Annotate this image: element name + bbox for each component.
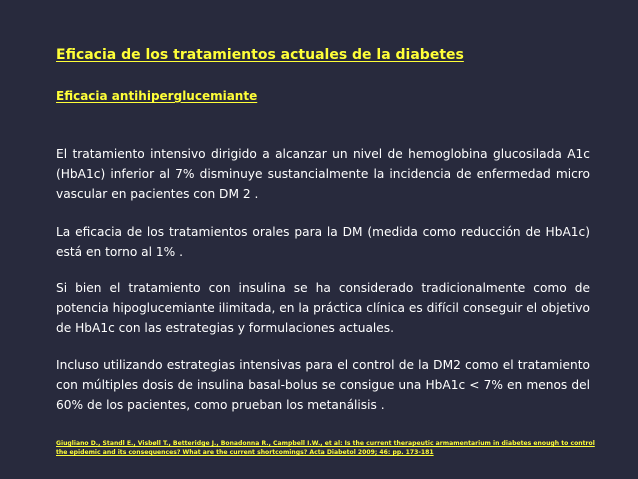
reference-citation: Giugliano D., Standl E., Visbøll T., Betteridge J., Bonadonna R., Campbell I.W., et al: Is the current therapeutic armamentarium in diabetes enough to control the epidemic and its consequences? What are the current shortcomings? Acta Diabetol 2009; 46: pp. 173-181 xyxy=(56,440,595,456)
paragraph-oral-treatment: La eficacia de los tratamientos orales para la DM (medida como reducción de HbA1c) está en torno al 1% . xyxy=(56,225,590,259)
paragraph-basal-bolus: Incluso utilizando estrategias intensivas para el control de la DM2 como el tratamiento con múltiples dosis de insulina basal-bolus se consigue una HbA1c < 7% en menos del 60% de los pacientes, como prueban los metanálisis . xyxy=(56,358,590,412)
paragraph-intensive-treatment: El tratamiento intensivo dirigido a alcanzar un nivel de hemoglobina glucosilada A1c (HbA1c) inferior al 7% disminuye sustancialmente la incidencia de enfermedad micro vascular en pacientes con DM 2 . xyxy=(56,147,590,201)
slide-subtitle: Eficacia antihiperglucemiante xyxy=(56,89,258,103)
paragraph-insulin-treatment: Si bien el tratamiento con insulina se ha considerado tradicionalmente como de potencia hipoglucemiante ilimitada, en la práctica clínica es difícil conseguir el objetivo de HbA1c con las estrategias y formulaciones actuales. xyxy=(56,281,590,335)
slide-title: Eficacia de los tratamientos actuales de la diabetes xyxy=(56,47,464,63)
